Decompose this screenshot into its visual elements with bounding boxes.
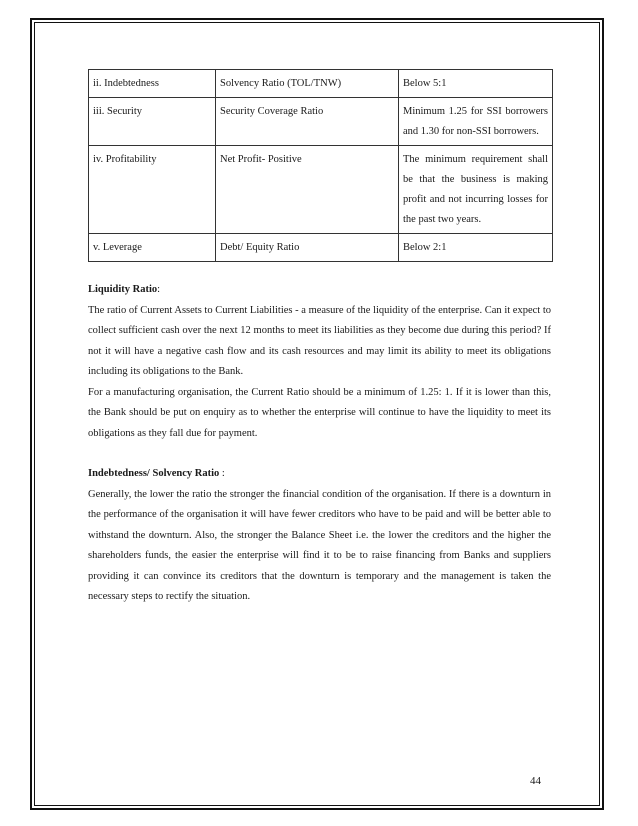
- solvency-heading: Indebtedness/ Solvency Ratio: [88, 468, 220, 479]
- table-cell-requirement: Minimum 1.25 for SSI borrowers and 1.30 for non-SSI borrowers.: [399, 98, 553, 146]
- table-row: [89, 70, 553, 98]
- solvency-section: [88, 464, 551, 608]
- table-cell-requirement: Below 5:1: [399, 70, 553, 98]
- liquidity-paragraph-2: For a manufacturing organisation, the Current Ratio should be a minimum of 1.25: 1. If it is lower than this, the Bank should be put on enquiry as to whether the enterprise will continue to have the liquidity to meet its obligations as they fall due for payment.: [88, 386, 551, 439]
- table-cell-measure: Solvency Ratio (TOL/TNW): [216, 70, 399, 98]
- page-number: 44: [530, 775, 541, 787]
- table-cell-criterion: ii. Indebtedness: [89, 70, 216, 98]
- table-cell-measure: Security Coverage Ratio: [216, 98, 399, 146]
- table-row: [89, 146, 553, 234]
- table-cell-measure: Debt/ Equity Ratio: [216, 234, 399, 262]
- solvency-heading-line: [88, 464, 551, 485]
- table-cell-criterion: iv. Profitability: [89, 146, 216, 234]
- liquidity-heading-suffix: :: [157, 284, 161, 295]
- liquidity-heading-line: [88, 280, 551, 301]
- liquidity-heading: Liquidity Ratio: [88, 284, 158, 295]
- table-row: [89, 234, 553, 262]
- table-cell-criterion: iii. Security: [89, 98, 216, 146]
- liquidity-section: [88, 280, 551, 444]
- solvency-heading-suffix: :: [219, 468, 225, 479]
- ratio-table: [88, 69, 553, 262]
- solvency-paragraph: Generally, the lower the ratio the stronger the financial condition of the organisation. If there is a downturn in the performance of the organisation it will have fewer creditors who have to be paid and will be better able to withstand the downturn. Also, the stronger the Balance Sheet i.e. the lower the creditors and the higher the shareholders funds, the easier the enterprise will find it to be to raise financing from Banks and suppliers providing it can convince its creditors that the downturn is temporary and the management is taken the necessary steps to rectify the situation.: [88, 488, 551, 602]
- table-cell-measure: Net Profit- Positive: [216, 146, 399, 234]
- table-cell-requirement: The minimum requirement shall be that the business is making profit and not incurring losses for the past two years.: [399, 146, 553, 234]
- page-content: [88, 69, 551, 608]
- liquidity-paragraph-1: The ratio of Current Assets to Current Liabilities - a measure of the liquidity of the enterprise. Can it expect to collect sufficient cash over the next 12 months to meet its liabilities as they become due during this period? If not it will have a negative cash flow and its cash resources and may limit its ability to meet its obligations including its obligations to the Bank.: [88, 304, 551, 377]
- table-cell-criterion: v. Leverage: [89, 234, 216, 262]
- table-cell-requirement: Below 2:1: [399, 234, 553, 262]
- table-row: [89, 98, 553, 146]
